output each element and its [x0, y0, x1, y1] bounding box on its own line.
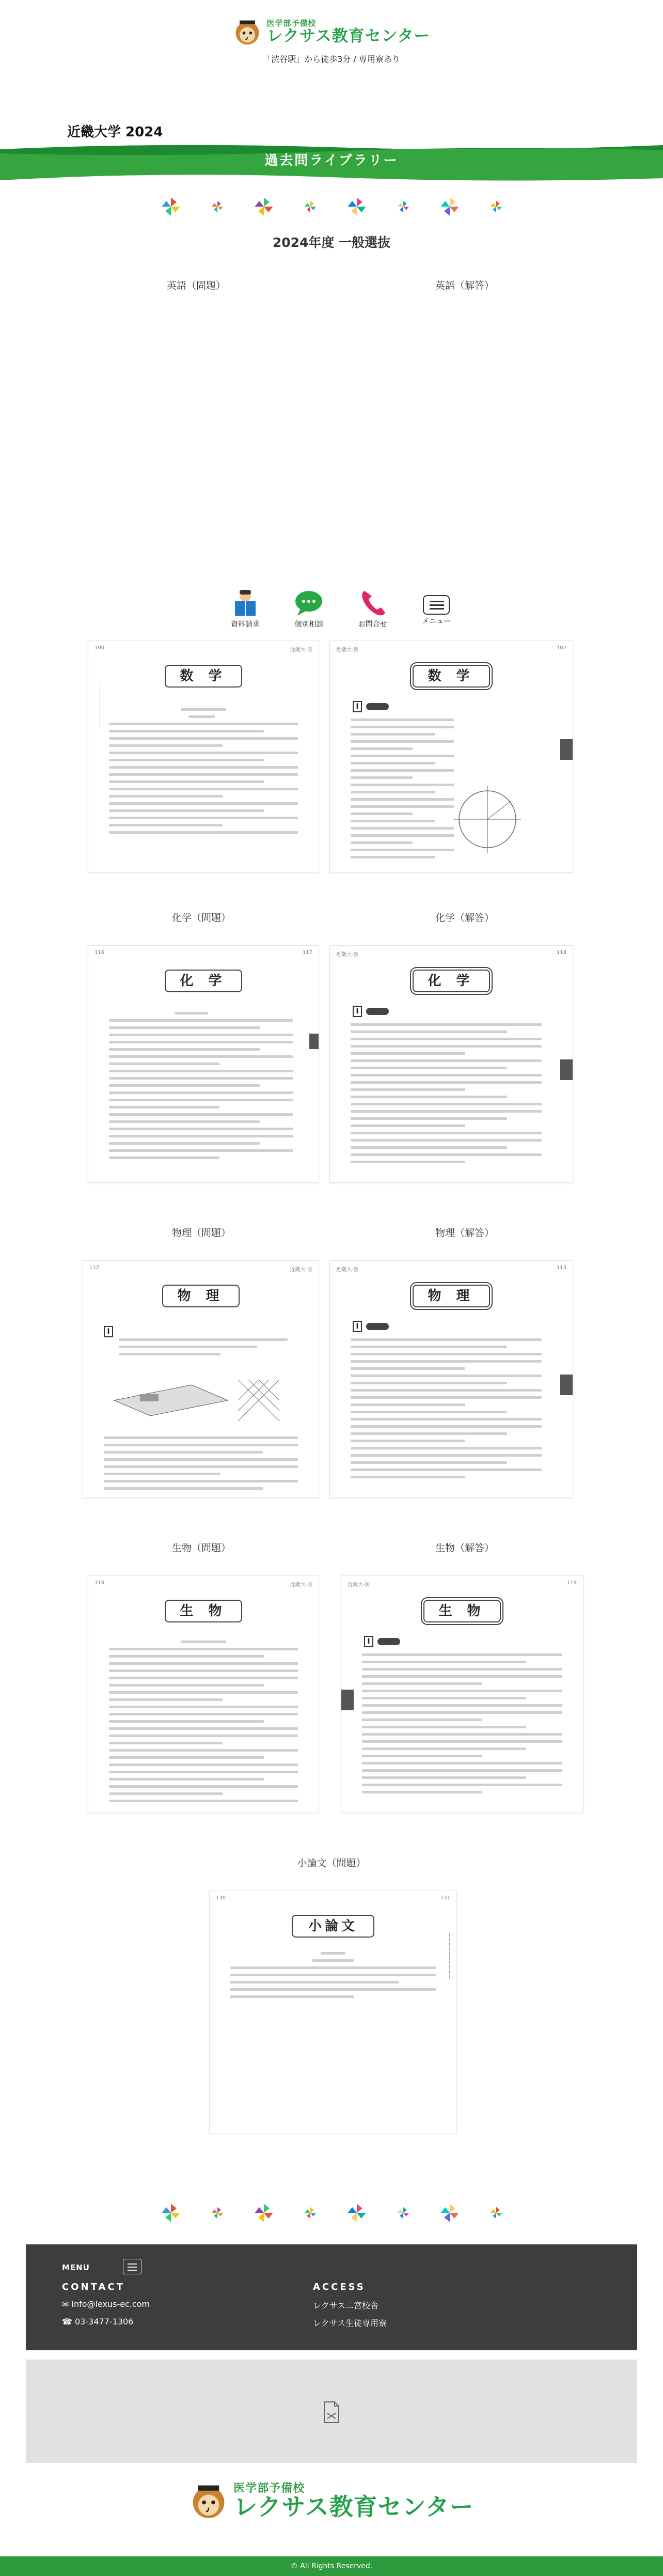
side-index: ーーーーーーーーーー [97, 682, 102, 729]
section-label-physics-q: 物理（問題） [171, 1227, 231, 1239]
phone-icon [357, 589, 388, 618]
section-label-english-a: 英語（解答） [435, 280, 494, 291]
pinwheel-icon [438, 2202, 461, 2224]
phone-link[interactable] [62, 2317, 133, 2327]
section-label-biology-q: 生物（問題） [171, 1542, 231, 1554]
pinwheel-icon [489, 199, 503, 214]
section-label-biology-a: 生物（解答） [435, 1542, 494, 1554]
pinwheel-icon [160, 2202, 182, 2224]
page-number: 100 [94, 645, 105, 651]
footer-logo[interactable] [0, 2481, 663, 2523]
menu-label: メニュー [421, 617, 451, 626]
question-number-box: Ⅰ [353, 1006, 362, 1017]
exam-page-math-question[interactable] [88, 641, 319, 873]
site-logo[interactable] [0, 18, 663, 65]
subject-title: 物 理 [162, 1285, 240, 1307]
section-label-chemistry-a: 化学（解答） [435, 912, 494, 924]
subject-title: 数 学 [413, 665, 490, 688]
page-header: 近畿大-医 [348, 1582, 370, 1588]
email-text: info@lexus-ec.com [71, 2299, 150, 2309]
page-number: 112 [89, 1265, 100, 1271]
access-note: 「渋谷駅」から徒歩3分 / 専用寮あり [263, 54, 400, 64]
pinwheel-icon [303, 199, 318, 214]
page-header: 近畿大-医 [336, 952, 359, 958]
pinwheel-icon [210, 199, 225, 214]
pinwheel-icon [210, 2206, 225, 2220]
contact-button[interactable] [347, 589, 399, 630]
contact-heading: CONTACT [62, 2282, 125, 2292]
page-header: 近畿大-医 [336, 1267, 359, 1273]
page-title: 近畿大学 2024 [67, 124, 163, 140]
subject-title: 生 物 [423, 1600, 501, 1622]
side-tab [560, 739, 573, 760]
page-number: 118 [94, 1580, 105, 1586]
menu-button[interactable] [411, 589, 462, 630]
page-header: 近畿大-医 [290, 1267, 312, 1273]
exam-page-essay-question[interactable] [209, 1891, 457, 2133]
consult-button[interactable] [283, 589, 335, 630]
page-number: 102 [556, 645, 566, 651]
map-placeholder-icon [321, 2401, 342, 2424]
library-heading: 過去問ライブラリー [264, 153, 399, 168]
pinwheel-icon [252, 195, 275, 218]
side-tab [341, 1690, 354, 1710]
mail-icon: ✉ [62, 2299, 69, 2309]
page-number: 116 [94, 950, 105, 956]
page-header: 近畿大-医 [336, 647, 359, 653]
book-icon [230, 589, 261, 618]
circle-diagram [449, 780, 526, 858]
section-label-english-q: 英語（問題） [166, 280, 226, 291]
footer [26, 2244, 637, 2350]
mascot-logo-icon [189, 2481, 228, 2521]
question-number-box: Ⅰ [353, 1321, 362, 1332]
pinwheel-icon [345, 195, 368, 218]
question-number-box: Ⅰ [104, 1326, 113, 1337]
exam-page-physics-answer[interactable] [329, 1260, 573, 1498]
map-placeholder[interactable] [26, 2360, 637, 2463]
pinwheel-icon [345, 2202, 368, 2224]
exam-page-biology-answer[interactable] [341, 1575, 583, 1813]
copyright: © All Rights Reserved. [0, 2556, 663, 2576]
brochure-button[interactable] [219, 589, 271, 630]
page-number: 119 [566, 1580, 577, 1586]
exam-page-biology-question[interactable] [88, 1575, 319, 1813]
page-number: 130 [216, 1895, 226, 1901]
pinwheel-icon [396, 2206, 411, 2220]
access-link-dormitory[interactable]: レクサス生徒専用寮 [313, 2318, 387, 2328]
answer-pill [366, 703, 389, 710]
phone-small-icon: ☎ [62, 2317, 72, 2327]
section-label-physics-a: 物理（解答） [435, 1227, 494, 1239]
floating-nav [219, 589, 462, 630]
decoration-row-top [0, 195, 663, 218]
answer-pill [377, 1638, 400, 1645]
footer-menu-button[interactable] [123, 2259, 141, 2274]
subject-title: 化 学 [413, 970, 490, 992]
page-number: 117 [302, 950, 312, 956]
logo-subtitle: 医学部予備校 [233, 2482, 305, 2495]
pinwheel-icon [396, 199, 411, 214]
subject-title: 化 学 [165, 970, 242, 992]
section-label-chemistry-q: 化学（問題） [171, 912, 231, 924]
phone-text: 03-3477-1306 [75, 2317, 134, 2327]
subject-title: 生 物 [165, 1600, 242, 1622]
question-number-box: Ⅰ [353, 701, 362, 712]
pinwheel-icon [160, 195, 182, 218]
contact-label: お問合せ [358, 620, 387, 629]
page-number: 118 [556, 950, 566, 956]
consult-label: 個別相談 [294, 620, 324, 629]
answer-pill [366, 1323, 389, 1330]
exam-page-chemistry-answer[interactable] [329, 945, 573, 1183]
page-number: 113 [556, 1265, 566, 1271]
side-tab [560, 1059, 573, 1080]
question-number-box: Ⅰ [364, 1636, 373, 1647]
subject-title: 小論文 [292, 1915, 374, 1938]
access-heading: ACCESS [313, 2282, 366, 2292]
pinwheel-icon [303, 2206, 318, 2220]
physics-diagram [109, 1369, 285, 1426]
exam-page-math-answer[interactable] [329, 641, 573, 873]
exam-page-physics-question[interactable] [83, 1260, 319, 1498]
side-index: ーーーーーーーーーー [446, 1932, 451, 1979]
hamburger-menu-icon [423, 595, 450, 615]
access-link-campus[interactable]: レクサス二宮校舎 [313, 2301, 379, 2310]
logo-title: レクサス教育センター [266, 26, 431, 45]
subject-title: 数 学 [165, 665, 242, 688]
pinwheel-icon [438, 195, 461, 218]
footer-menu-label: MENU [62, 2263, 90, 2272]
answer-pill [366, 1008, 389, 1015]
brochure-label: 資料請求 [231, 620, 260, 629]
subject-title: 物 理 [413, 1285, 490, 1307]
side-tab [309, 1034, 319, 1049]
pinwheel-icon [252, 2202, 275, 2224]
mascot-logo-icon [233, 18, 262, 46]
logo-subtitle: 医学部予備校 [266, 18, 317, 28]
chat-bubble-icon [293, 589, 324, 618]
email-link[interactable] [62, 2299, 150, 2309]
page-number: 131 [440, 1895, 450, 1901]
side-tab [560, 1375, 573, 1395]
decoration-row-bottom [0, 2202, 663, 2224]
pinwheel-icon [489, 2206, 503, 2220]
exam-page-chemistry-question[interactable] [88, 945, 319, 1183]
year-heading: 2024年度 一般選抜 [272, 235, 391, 250]
page-header: 近畿大-医 [290, 1582, 312, 1588]
section-label-essay-q: 小論文（問題） [297, 1857, 366, 1869]
logo-title: レクサス教育センター [233, 2493, 474, 2521]
page-header: 近畿大-医 [290, 647, 312, 653]
